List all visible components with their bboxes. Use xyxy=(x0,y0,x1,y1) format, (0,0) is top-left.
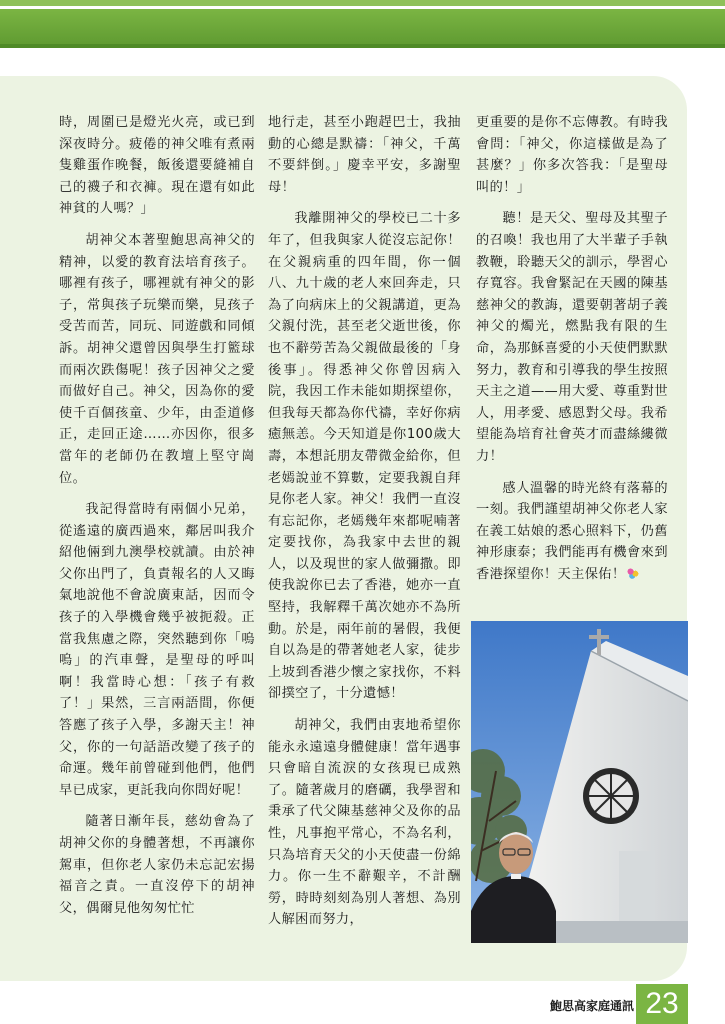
church-photo-illustration xyxy=(471,621,688,943)
paragraph: 地行走，甚至小跑趕巴士，我抽動的心總是默禱：「神父，千萬不要絆倒。」慶幸平安，多謝聖母！ xyxy=(268,115,461,195)
paragraph: 隨著日漸年長，慈幼會為了胡神父你的身體著想，不再讓你駕車，但你老人家仍未忘記宏揚福音之責。一直沒停下的胡神父，偶爾見他匆匆忙忙 xyxy=(59,814,255,916)
page-number: 23 xyxy=(636,984,688,1024)
article-column-2 xyxy=(268,112,461,944)
paragraph xyxy=(476,478,668,586)
header-band xyxy=(0,0,725,48)
publication-name: 鮑思高家庭通訊 xyxy=(549,999,634,1013)
article-column-1 xyxy=(59,112,255,962)
paragraph: 時，周圍已是燈光火亮，或已到深夜時分。疲倦的神父唯有煮兩隻雞蛋作晚餐，飯後還要縫補自己的襪子和衣褲。現在還有如此神貧的人嗎？」 xyxy=(59,115,255,217)
church-photo xyxy=(471,621,688,943)
article-column-3 xyxy=(476,112,668,602)
paragraph: 更重要的是你不忘傳教。有時我會問：「神父，你這樣做是為了甚麼？」你多次答我：「是聖母叫的！」 xyxy=(476,115,668,195)
paragraph: 胡神父，我們由衷地希望你能永永遠遠身體健康！當年遇事只會暗自流淚的女孩現已成熟了。隨著歲月的磨礪，我學習和秉承了代父陳基慈神父及你的品性，凡事抱平常心，不為名利，只為培育天父的小天使盡一份綿力。你一生不辭艱辛，不計酬勞，時時刻刻為別人著想、為別人解困而努力， xyxy=(268,718,461,928)
paragraph: 我記得當時有兩個小兄弟，從遙遠的廣西過來，鄰居叫我介紹他倆到九澳學校就讀。由於神父你出門了，負責報名的人又晦氣地說他不會說廣東話，因而令孩子的入學機會幾乎被扼殺。正當我焦慮之際，突然聽到你「嗚嗚」的汽車聲，是聖母的呼叫啊！我當時心想：「孩子有救了！」果然，三言兩語間，你便答應了孩子入學，多謝天主！神父，你的一句話語改變了孩子的命運。幾年前曾碰到他們，他們早已成家，更託我向你問好呢！ xyxy=(59,502,255,798)
paragraph: 胡神父本著聖鮑思高神父的精神，以愛的教育法培育孩子。哪裡有孩子，哪裡就有神父的影子，常與孩子玩樂而樂，見孩子受苦而苦，同玩、同遊戲和同傾訴。胡神父還曾因與學生打籃球而兩次跌傷呢！孩子因神父之愛而做好自己。神父，因為你的愛使千百個孩童、少年，由歪道修正，走回正途……亦因你，很多當年的老師仍在教壇上堅守崗位。 xyxy=(59,232,255,486)
paragraph: 聽！是天父、聖母及其聖子的召喚！我也用了大半輩子手執教鞭，聆聽天父的訓示，學習心存寬容。我會緊記在天國的陳基慈神父的教誨，還要朝著胡子義神父的燭光，燃點我有限的生命，為那穌喜愛的小天使們默默努力，教育和引導我的學生按照天主之道——用大愛、尊重對世人，用孝愛、感恩對父母。我希望能為培育社會英才而盡絲縷微力！ xyxy=(476,211,668,464)
smiley-emblem-icon xyxy=(625,566,641,580)
paragraph: 我離開神父的學校已二十多年了，但我與家人從沒忘記你！在父親病重的四年間，你一個八、九十歲的老人來回奔走，只為了向病床上的父親講道，更為父親付洗，甚至老父逝世後，你也不辭勞苦為父親做最後的「身後事」。得悉神父你曾因病入院，我因工作未能如期探望你，但我每天都為你代禱，幸好你病癒無恙。今天知道是你100歲大壽，本想託朋友帶微金給你，但老嫣說並不算數，定要我親自拜見你老人家。神父！我們一直沒有忘記你，老嫣幾年來都呢喃著定要找你，為我家中去世的親人，以及現世的家人做彌撒。即使我說你已去了香港，她亦一直堅持，我解釋千萬次她亦不為所動。於是，兩年前的暑假，我便自以為是的帶著她老人家，徒步上坡到香港少懷之家找你，不料卻撲空了，十分遺憾！ xyxy=(268,211,461,702)
closing-paragraph-text: 感人溫馨的時光終有落幕的一刻。我們謹望胡神父你老人家在義工姑娘的悉心照料下，仍舊神形康泰；我們能再有機會來到香港探望你！天主保佑！ xyxy=(476,480,668,582)
